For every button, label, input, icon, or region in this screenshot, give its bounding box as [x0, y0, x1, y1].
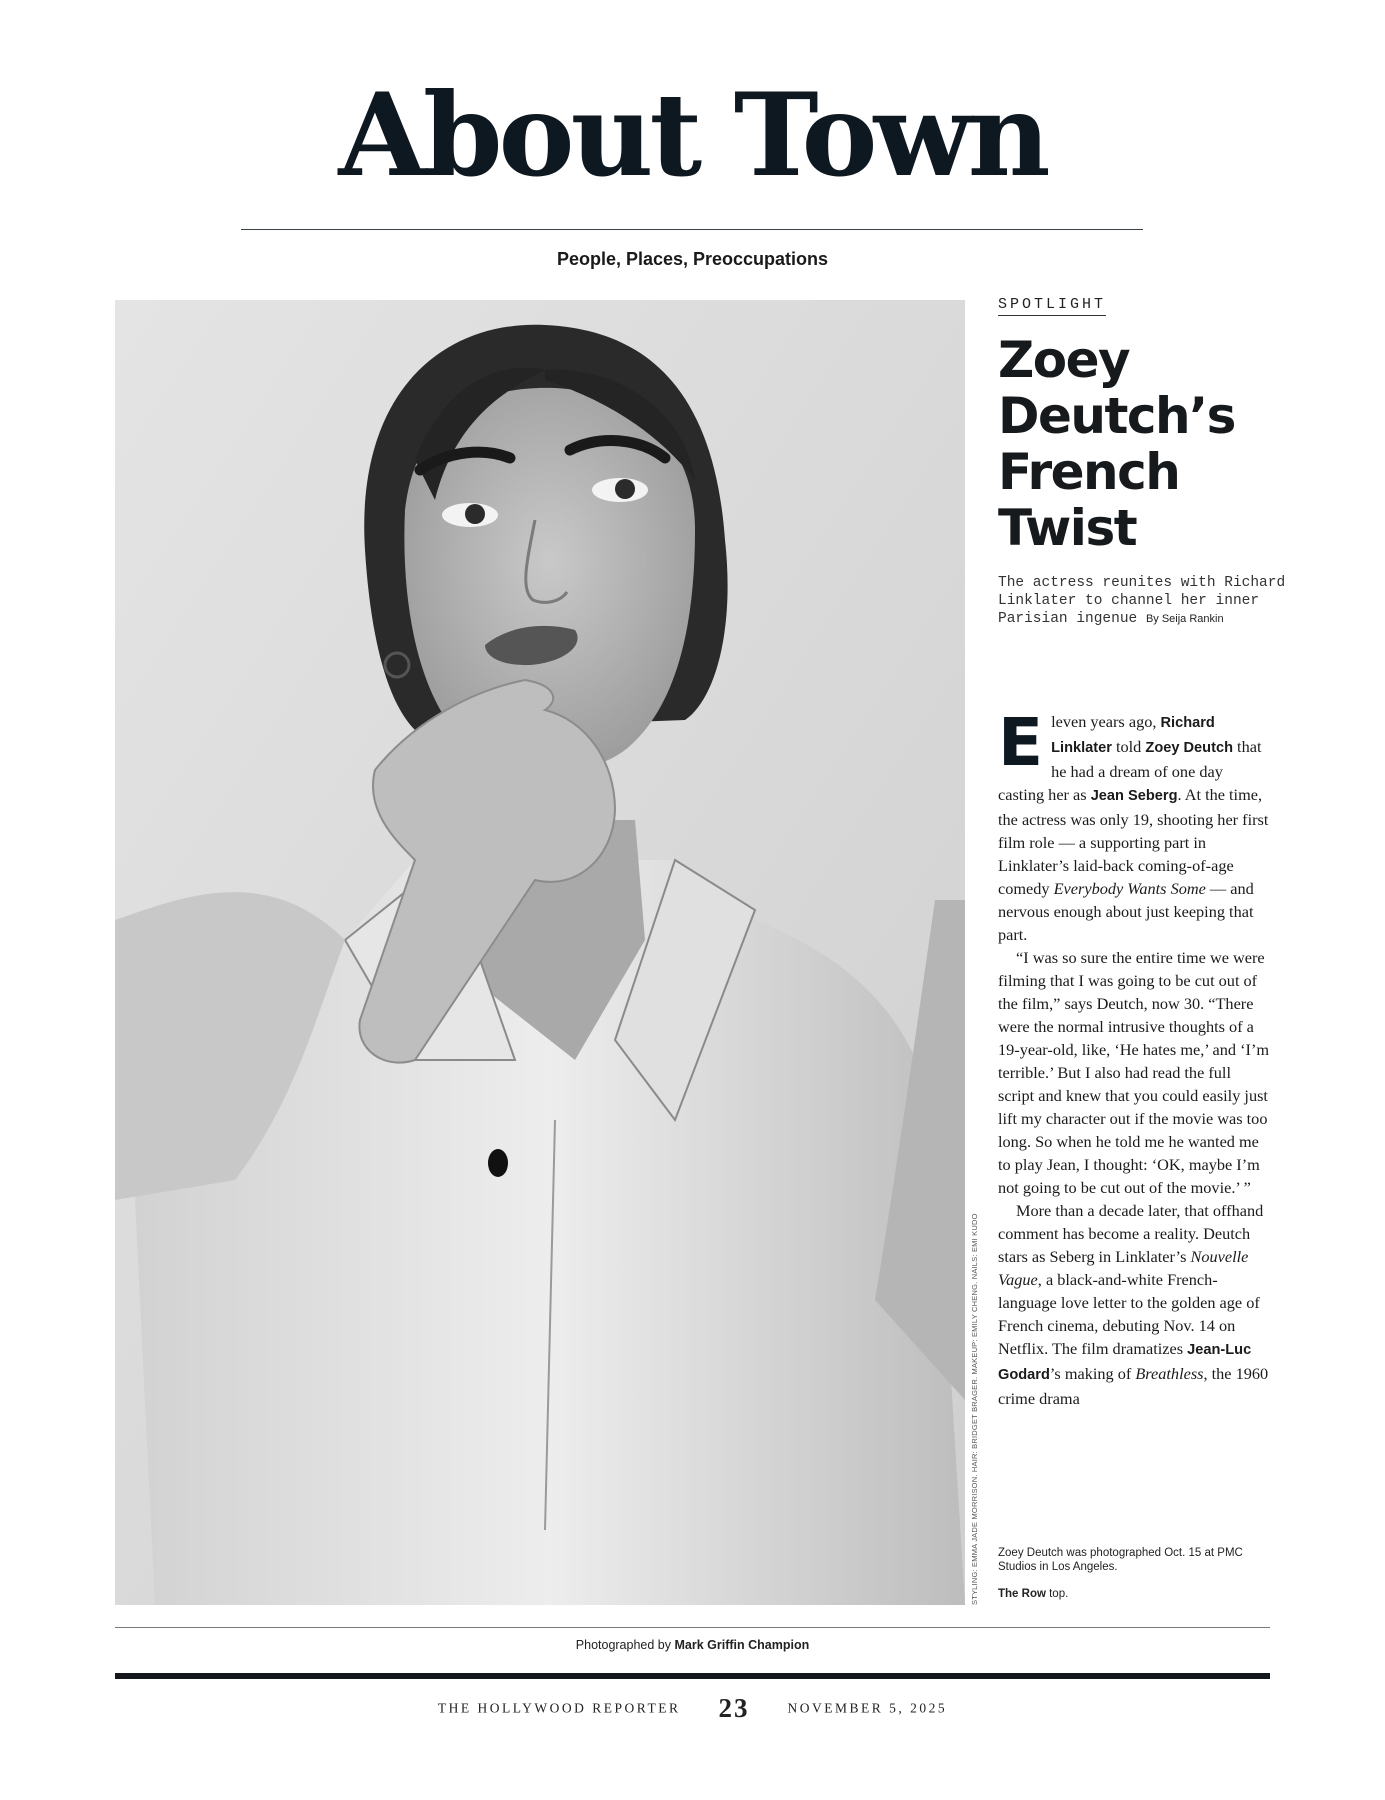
bold-name: Richard Linklater [1051, 715, 1215, 756]
wardrobe-brand: The Row [998, 1588, 1046, 1600]
italic-title: Everybody Wants Some [1053, 879, 1206, 898]
text-run: leven years ago, [1051, 712, 1161, 731]
text-run: ’s making of [1049, 1364, 1136, 1383]
text-run: that he had a dream of one day casting her as [998, 737, 1262, 804]
footer-rule [115, 1673, 1270, 1679]
photo-credit [0, 1638, 1385, 1652]
dek-text: The actress reunites with Richard Linklater to channel her inner Parisian ingenue [998, 575, 1286, 627]
article-headline: Zoey Deutch’s French Twist [998, 331, 1235, 557]
text-run: More than a decade later, that offhand comment has become a reality. Deutch stars as Seberg in Linklater’s [998, 1201, 1264, 1266]
photo-caption: Zoey Deutch was photographed Oct. 15 at PMC Studios in Los Angeles. [998, 1547, 1243, 1573]
text-run: , the 1960 crime drama [998, 1364, 1269, 1408]
body-paragraph-3 [998, 1199, 1270, 1410]
styling-credits: STYLING: EMMA JADE MORRISON. HAIR: BRIDGET BRAGER. MAKEUP: EMILY CHENG. NAILS: EMI KUDO [970, 1213, 979, 1605]
section-kicker: SPOTLIGHT [998, 296, 1106, 316]
bold-name: Jean-Luc Godard [998, 1342, 1252, 1383]
body-paragraph-1 [998, 704, 1270, 946]
masthead-title: About Town [338, 68, 1047, 202]
photo-credit-rule [115, 1627, 1270, 1628]
text-run: . At the time, the actress was only 19, shooting her first film role — a supporting part in Linklater’s laid-back coming-of-age comedy [998, 785, 1269, 898]
text-run: — and nervous enough about just keeping that part. [998, 879, 1254, 944]
photo-credit-prefix: Photographed by [575, 1638, 675, 1652]
text-run: told [1111, 737, 1146, 756]
wardrobe-item: top. [1045, 1588, 1069, 1600]
photographer-name: Mark Griffin Champion [674, 1638, 810, 1652]
page-footer [0, 1693, 1385, 1724]
section-subhead: People, Places, Preoccupations [556, 249, 829, 269]
text-run: , a black-and-white French-language love letter to the golden age of French cinema, debuting Nov. 14 on Netflix. The film dramatizes [998, 1270, 1260, 1358]
italic-title: Nouvelle Vague [998, 1247, 1249, 1289]
byline: By Seija Rankin [1145, 613, 1224, 625]
body-paragraph-2 [998, 946, 1270, 1199]
drop-cap: E [998, 704, 1044, 781]
publication-name: THE HOLLYWOOD REPORTER [437, 1700, 681, 1716]
text-run: “I was so sure the entire time we were filming that I was going to be cut out of the film,” says Deutch, now 30. “There were the normal intrusive thoughts of a 19-year-old, like, ‘He hates me,’ and ‘I’m terrible.’ But I also had read the full script and knew that you could easily just lift my character out if the movie was too long. So when he told me he wanted me to play Jean, I thought: ‘OK, maybe I’m not going to be cut out of the movie.’ ” [998, 948, 1270, 1197]
italic-title: Breathless [1135, 1364, 1204, 1383]
issue-date: NOVEMBER 5, 2025 [787, 1700, 948, 1716]
masthead-rule [241, 229, 1143, 230]
wardrobe-credit [998, 1588, 1270, 1600]
article-dek [998, 574, 1288, 628]
bold-name: Zoey Deutch [1145, 740, 1233, 756]
bold-name: Jean Seberg [1090, 788, 1178, 804]
article-body [998, 704, 1270, 1410]
portrait-photo [115, 300, 965, 1605]
page-number: 23 [718, 1693, 750, 1723]
